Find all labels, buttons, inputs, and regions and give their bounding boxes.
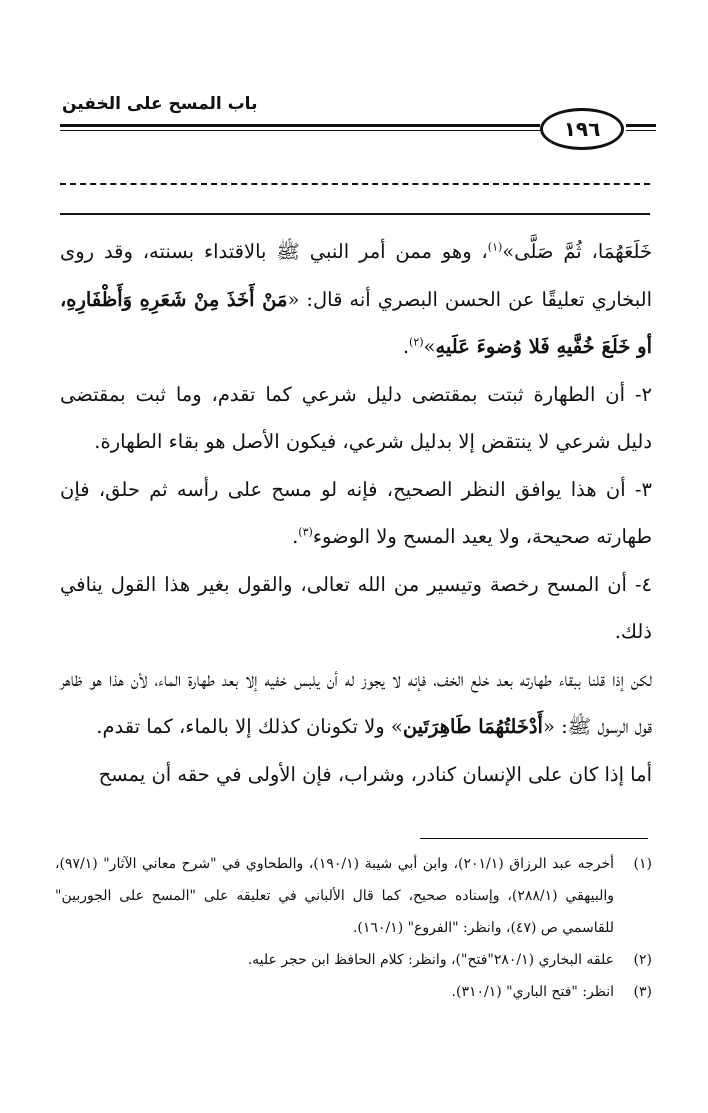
footnote-2 [55, 944, 652, 976]
footnote-ref-3[interactable]: (٣) [298, 525, 313, 539]
footnotes [55, 848, 652, 1008]
quote-prophet: أَدْخَلتُهُمَا طَاهِرَتَين [402, 715, 543, 738]
text-run: خَلَعَهُمَا، ثُمَّ صَلَّى» [502, 240, 652, 263]
paragraph-3 [60, 466, 652, 561]
text-run: لكن إذا قلنا ببقاء طهارته بعد خلع الخف، فإنه لا يجوز له أن يلبس خفيه إلا بعد طهارة الماء، لأن هذا هو ظاهر قول الرسول ﷺ: « [60, 667, 652, 738]
paragraph-4: ٤- أن المسح رخصة وتيسير من الله تعالى، والقول بغير هذا القول ينافي ذلك. [60, 572, 652, 643]
footnote-1 [55, 848, 652, 944]
footnote-text: انظر: "فتح الباري" (٣١٠/١). [451, 984, 614, 1000]
header-rule-right [626, 124, 656, 127]
footnote-text: علقه البخاري (٢٨٠/١"فتح")، وانظر: كلام الحافظ ابن حجر عليه. [247, 952, 614, 968]
footnote-3 [55, 976, 652, 1008]
paragraph-1 [60, 228, 652, 371]
running-header-title: باب المسح على الخفين [62, 94, 258, 114]
text-run: . [402, 335, 410, 358]
footnote-ref-2[interactable]: (٢) [409, 335, 424, 349]
main-text [60, 228, 652, 798]
footnote-separator [420, 838, 648, 839]
footnote-number: (٢) [633, 952, 652, 968]
header-rule [60, 124, 540, 127]
text-run: ، وهو ممن أمر النبي ﷺ بالاقتداء بسنته، وقد روى البخاري تعليقًا عن الحسن البصري أنه قال: « [60, 240, 652, 311]
text-run: ٣- أن هذا يوافق النظر الصحيح، فإنه لو مسح على رأسه ثم حلق، فإن طهارته صحيحة، ولا يعيد المسح ولا الوضوء [60, 477, 652, 548]
text-run: . [292, 525, 299, 548]
paragraph-2: ٢- أن الطهارة ثبتت بمقتضى دليل شرعي كما تقدم، وما ثبت بمقتضى دليل شرعي لا ينتقض إلا بدليل شرعي، فيكون الأصل هو بقاء الطهارة. [60, 382, 652, 453]
dashed-divider [60, 183, 650, 185]
footnote-number: (١) [633, 856, 652, 872]
header-rule-thin [60, 130, 540, 131]
solid-divider [60, 213, 650, 215]
footnote-text: أخرجه عبد الرزاق (٢٠١/١)، وابن أبي شيبة (١٩٠/١)، والطحاوي في "شرح معاني الآثار" (٩٧/١)، والبيهقي (٢٨٨/١)، وإسناده صحيح، كما قال الألباني في تعليقه على "المسح على الجوربين" للقاسمي ص (٤٧)، وانظر: "الفروع" (١٦٠/١). [55, 856, 614, 936]
header-rule-right-thin [626, 130, 656, 131]
text-run: » [423, 335, 436, 358]
footnote-ref-1[interactable]: (١) [487, 240, 503, 254]
paragraph-6: أما إذا كان على الإنسان كنادر، وشراب، فإن الأولى في حقه أن يمسح [98, 762, 652, 786]
page-number: ١٩٦ [540, 108, 624, 150]
paragraph-5 [60, 656, 652, 751]
quote-hasan-basri: مَنْ أَخَذَ مِنْ شَعَرِهِ وَأَظْفَارِهِ، أو خَلَعَ خُفَّيهِ فَلا وُضوءَ عَلَيهِ [60, 287, 652, 358]
footnote-number: (٣) [633, 984, 652, 1000]
text-run: » ولا تكونان كذلك إلا بالماء، كما تقدم. [96, 715, 403, 738]
